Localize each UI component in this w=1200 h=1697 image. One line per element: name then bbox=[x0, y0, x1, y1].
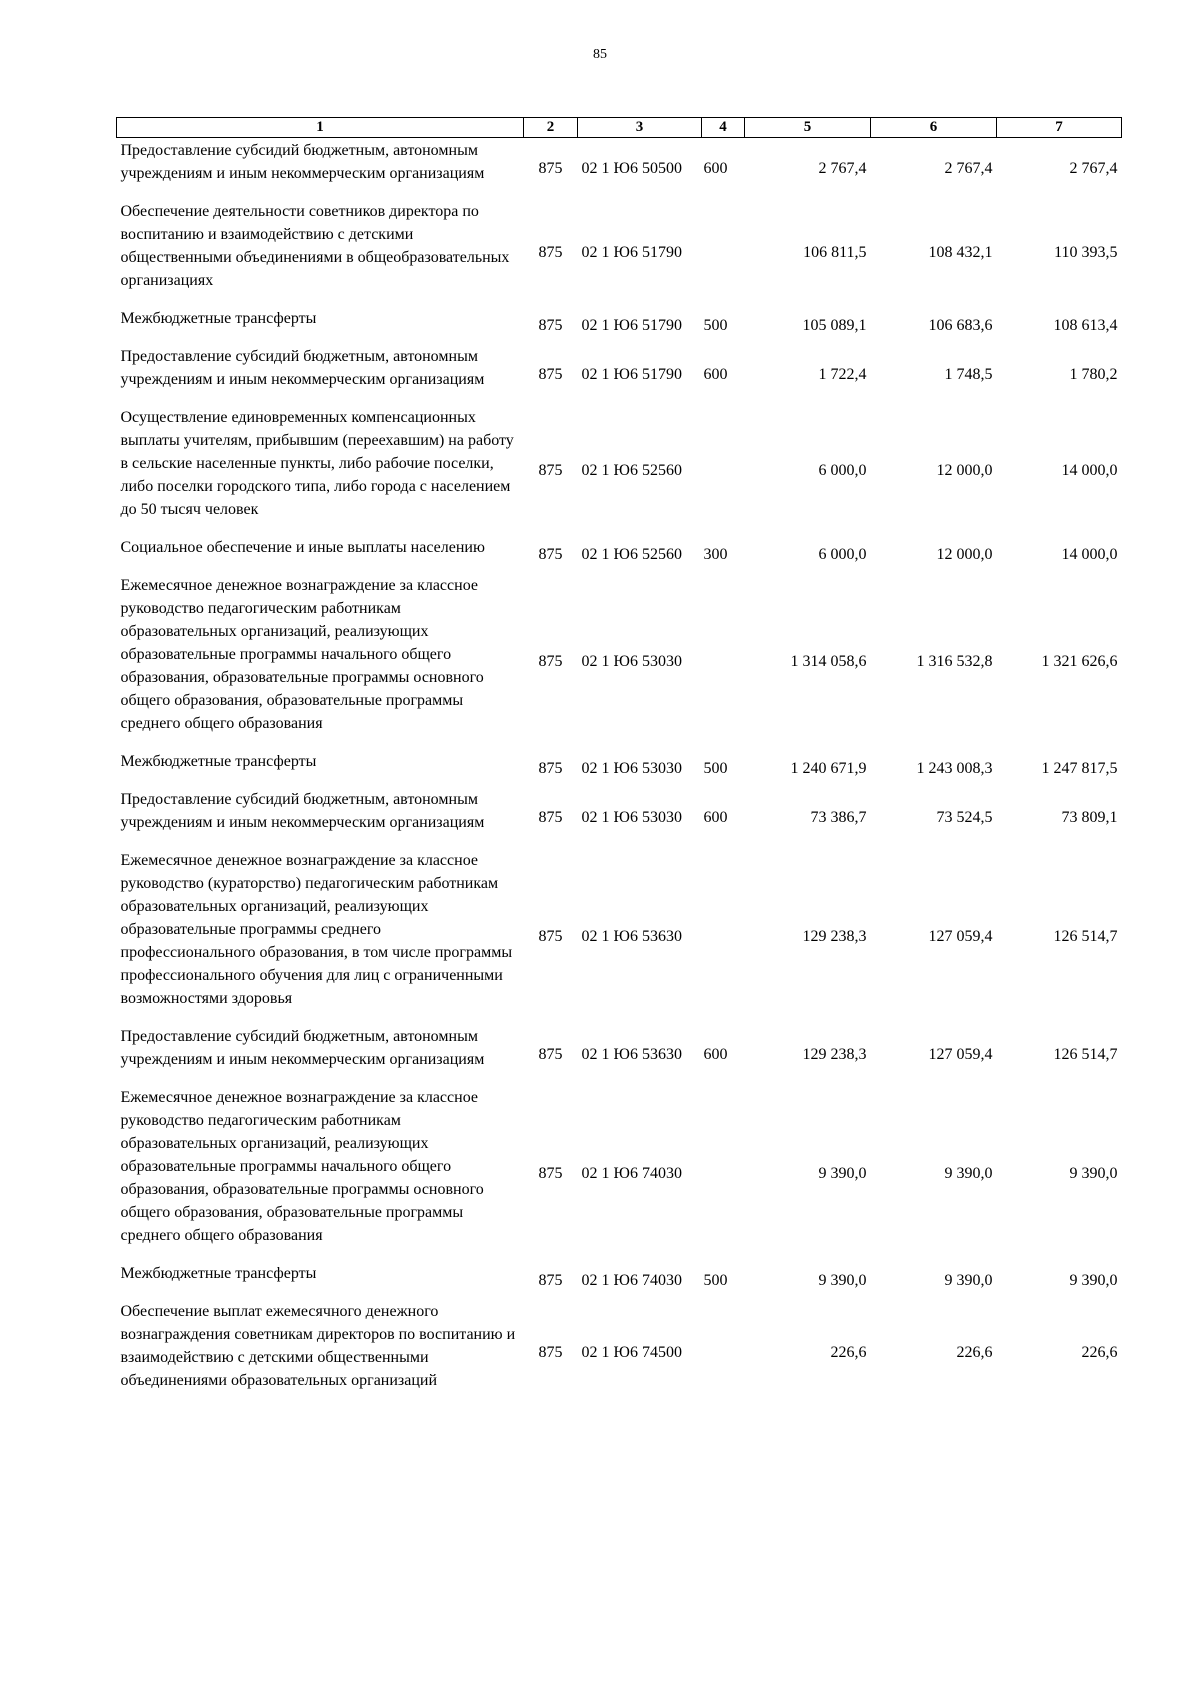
row-grbs-code: 875 bbox=[538, 927, 563, 945]
row-grbs-code: 875 bbox=[538, 1164, 563, 1182]
row-expense-type bbox=[702, 848, 745, 1024]
row-amount-year-3: 108 613,4 bbox=[1053, 316, 1118, 334]
row-target-article: 02 1 Ю6 53030 bbox=[581, 809, 682, 826]
row-amount-year-1: 9 390,0 bbox=[818, 1164, 867, 1182]
row-amount-year-3: 1 780,2 bbox=[1069, 366, 1118, 383]
header-col-5: 5 bbox=[745, 118, 871, 138]
row-expense-type bbox=[702, 199, 745, 306]
table-row bbox=[117, 535, 1122, 573]
table-row bbox=[117, 405, 1122, 535]
header-col-1: 1 bbox=[117, 118, 524, 138]
header-col-2: 2 bbox=[524, 118, 578, 138]
table-row bbox=[117, 1085, 1122, 1261]
row-target-article: 02 1 Ю6 51790 bbox=[581, 366, 682, 383]
table-header-row bbox=[117, 118, 1122, 138]
row-target-article: 02 1 Ю6 53630 bbox=[581, 927, 682, 945]
row-expense-type: 600 bbox=[703, 160, 728, 177]
row-amount-year-2: 9 390,0 bbox=[944, 1271, 993, 1289]
row-amount-year-2: 12 000,0 bbox=[936, 461, 993, 479]
row-amount-year-1: 226,6 bbox=[830, 1344, 867, 1361]
row-amount-year-3: 14 000,0 bbox=[1061, 545, 1118, 563]
row-grbs-code: 875 bbox=[538, 244, 563, 261]
row-grbs-code: 875 bbox=[538, 461, 563, 479]
row-name: Межбюджетные трансферты bbox=[120, 753, 317, 770]
table-body bbox=[117, 138, 1122, 1407]
table-row bbox=[117, 1299, 1122, 1406]
row-amount-year-2: 1 243 008,3 bbox=[916, 759, 993, 777]
row-target-article: 02 1 Ю6 74030 bbox=[581, 1271, 682, 1289]
row-amount-year-1: 6 000,0 bbox=[818, 461, 867, 479]
row-amount-year-1: 1 722,4 bbox=[818, 366, 867, 383]
row-grbs-code: 875 bbox=[538, 652, 563, 670]
row-target-article: 02 1 Ю6 53030 bbox=[581, 652, 682, 670]
row-grbs-code: 875 bbox=[538, 809, 563, 826]
row-amount-year-2: 226,6 bbox=[956, 1344, 993, 1361]
row-amount-year-3: 126 514,7 bbox=[1053, 927, 1118, 945]
row-amount-year-2: 1 748,5 bbox=[944, 366, 993, 383]
row-target-article: 02 1 Ю6 51790 bbox=[581, 244, 682, 261]
row-amount-year-3: 14 000,0 bbox=[1061, 461, 1118, 479]
row-target-article: 02 1 Ю6 52560 bbox=[581, 545, 682, 563]
row-target-article: 02 1 Ю6 53030 bbox=[581, 759, 682, 777]
row-name: Межбюджетные трансферты bbox=[120, 310, 317, 327]
row-name: Ежемесячное денежное вознаграждение за классное руководство педагогическим работникам образовательных организаций, реализующих образовательные программы начального общего образования, образовательные программы основного общего образования, образовательные программы среднего общего образования bbox=[120, 577, 484, 732]
row-amount-year-1: 105 089,1 bbox=[802, 316, 867, 334]
table-row bbox=[117, 1024, 1122, 1085]
row-name: Предоставление субсидий бюджетным, автономным учреждениям и иным некоммерческим организациям bbox=[120, 791, 485, 831]
row-expense-type: 600 bbox=[703, 366, 728, 383]
row-grbs-code: 875 bbox=[538, 1271, 563, 1289]
row-grbs-code: 875 bbox=[538, 160, 563, 177]
row-name: Осуществление единовременных компенсационных выплаты учителям, прибывшим (переехавшим) на работу в сельские населенные пункты, либо рабочие поселки, либо поселки городского типа, либо города с населением до 50 тысяч человек bbox=[120, 409, 514, 518]
row-amount-year-3: 110 393,5 bbox=[1054, 244, 1118, 261]
row-grbs-code: 875 bbox=[538, 366, 563, 383]
row-expense-type bbox=[702, 573, 745, 749]
row-target-article: 02 1 Ю6 53630 bbox=[581, 1046, 682, 1063]
row-amount-year-1: 1 240 671,9 bbox=[790, 759, 867, 777]
row-amount-year-2: 9 390,0 bbox=[944, 1164, 993, 1182]
row-amount-year-3: 226,6 bbox=[1081, 1344, 1118, 1361]
header-col-7: 7 bbox=[997, 118, 1122, 138]
row-name: Предоставление субсидий бюджетным, автономным учреждениям и иным некоммерческим организациям bbox=[120, 1028, 485, 1068]
budget-table bbox=[116, 117, 1122, 1406]
row-target-article: 02 1 Ю6 74030 bbox=[581, 1164, 682, 1182]
table-row bbox=[117, 199, 1122, 306]
row-name: Социальное обеспечение и иные выплаты населению bbox=[120, 539, 485, 556]
table-row bbox=[117, 306, 1122, 344]
row-amount-year-2: 106 683,6 bbox=[928, 316, 993, 334]
row-target-article: 02 1 Ю6 74500 bbox=[581, 1344, 682, 1361]
row-amount-year-2: 12 000,0 bbox=[936, 545, 993, 563]
row-expense-type: 500 bbox=[703, 1271, 728, 1289]
row-expense-type: 500 bbox=[703, 759, 728, 777]
row-name: Ежемесячное денежное вознаграждение за классное руководство (кураторство) педагогическим работникам образовательных организаций, реализующих образовательные программы среднего профессионального образования, в том числе программы профессионального обучения для лиц с ограниченными возможностями здоровья bbox=[120, 852, 513, 1007]
row-expense-type: 600 bbox=[703, 1046, 728, 1063]
row-amount-year-1: 1 314 058,6 bbox=[790, 652, 867, 670]
table-row bbox=[117, 787, 1122, 848]
table-row bbox=[117, 573, 1122, 749]
table-row bbox=[117, 1261, 1122, 1299]
row-amount-year-2: 127 059,4 bbox=[928, 927, 993, 945]
row-grbs-code: 875 bbox=[538, 1046, 563, 1063]
row-amount-year-1: 106 811,5 bbox=[803, 244, 867, 261]
row-name: Предоставление субсидий бюджетным, автономным учреждениям и иным некоммерческим организациям bbox=[120, 348, 485, 388]
header-col-4: 4 bbox=[702, 118, 745, 138]
row-target-article: 02 1 Ю6 52560 bbox=[581, 461, 682, 479]
row-amount-year-2: 127 059,4 bbox=[928, 1046, 993, 1063]
row-amount-year-2: 2 767,4 bbox=[944, 160, 993, 177]
table-row bbox=[117, 749, 1122, 787]
row-amount-year-2: 1 316 532,8 bbox=[916, 652, 993, 670]
row-expense-type bbox=[702, 405, 745, 535]
row-amount-year-3: 9 390,0 bbox=[1069, 1271, 1118, 1289]
row-amount-year-3: 9 390,0 bbox=[1069, 1164, 1118, 1182]
row-amount-year-1: 9 390,0 bbox=[818, 1271, 867, 1289]
row-expense-type: 600 bbox=[703, 809, 728, 826]
row-amount-year-3: 126 514,7 bbox=[1053, 1046, 1118, 1063]
header-col-3: 3 bbox=[578, 118, 702, 138]
row-name: Обеспечение выплат ежемесячного денежного вознаграждения советникам директоров по воспитанию и взаимодействию с детскими общественными объединениями образовательных организаций bbox=[120, 1303, 516, 1389]
row-name: Предоставление субсидий бюджетным, автономным учреждениям и иным некоммерческим организациям bbox=[120, 142, 485, 182]
row-amount-year-1: 6 000,0 bbox=[818, 545, 867, 563]
header-col-6: 6 bbox=[871, 118, 997, 138]
row-amount-year-1: 2 767,4 bbox=[818, 160, 867, 177]
row-amount-year-1: 129 238,3 bbox=[802, 1046, 867, 1063]
row-name: Обеспечение деятельности советников директора по воспитанию и взаимодействию с детскими общественными объединениями в общеобразовательных организациях bbox=[120, 203, 510, 289]
row-name: Межбюджетные трансферты bbox=[120, 1265, 317, 1282]
page-number: 85 bbox=[593, 47, 607, 62]
row-grbs-code: 875 bbox=[538, 1344, 563, 1361]
row-amount-year-2: 73 524,5 bbox=[936, 809, 993, 826]
row-target-article: 02 1 Ю6 51790 bbox=[581, 316, 682, 334]
row-amount-year-1: 129 238,3 bbox=[802, 927, 867, 945]
row-amount-year-2: 108 432,1 bbox=[928, 244, 993, 261]
row-grbs-code: 875 bbox=[538, 316, 563, 334]
row-grbs-code: 875 bbox=[538, 759, 563, 777]
row-expense-type: 300 bbox=[703, 545, 728, 563]
table-row bbox=[117, 344, 1122, 405]
row-amount-year-3: 1 321 626,6 bbox=[1041, 652, 1118, 670]
row-expense-type bbox=[702, 1299, 745, 1406]
row-target-article: 02 1 Ю6 50500 bbox=[581, 160, 682, 177]
table-row bbox=[117, 848, 1122, 1024]
row-amount-year-3: 73 809,1 bbox=[1061, 809, 1118, 826]
row-name: Ежемесячное денежное вознаграждение за классное руководство педагогическим работникам образовательных организаций, реализующих образовательные программы начального общего образования, образовательные программы основного общего образования, образовательные программы среднего общего образования bbox=[120, 1089, 484, 1244]
row-amount-year-3: 2 767,4 bbox=[1069, 160, 1118, 177]
row-amount-year-1: 73 386,7 bbox=[810, 809, 867, 826]
row-amount-year-3: 1 247 817,5 bbox=[1041, 759, 1118, 777]
table-row bbox=[117, 138, 1122, 200]
row-expense-type bbox=[702, 1085, 745, 1261]
row-grbs-code: 875 bbox=[538, 545, 563, 563]
row-expense-type: 500 bbox=[703, 316, 728, 334]
